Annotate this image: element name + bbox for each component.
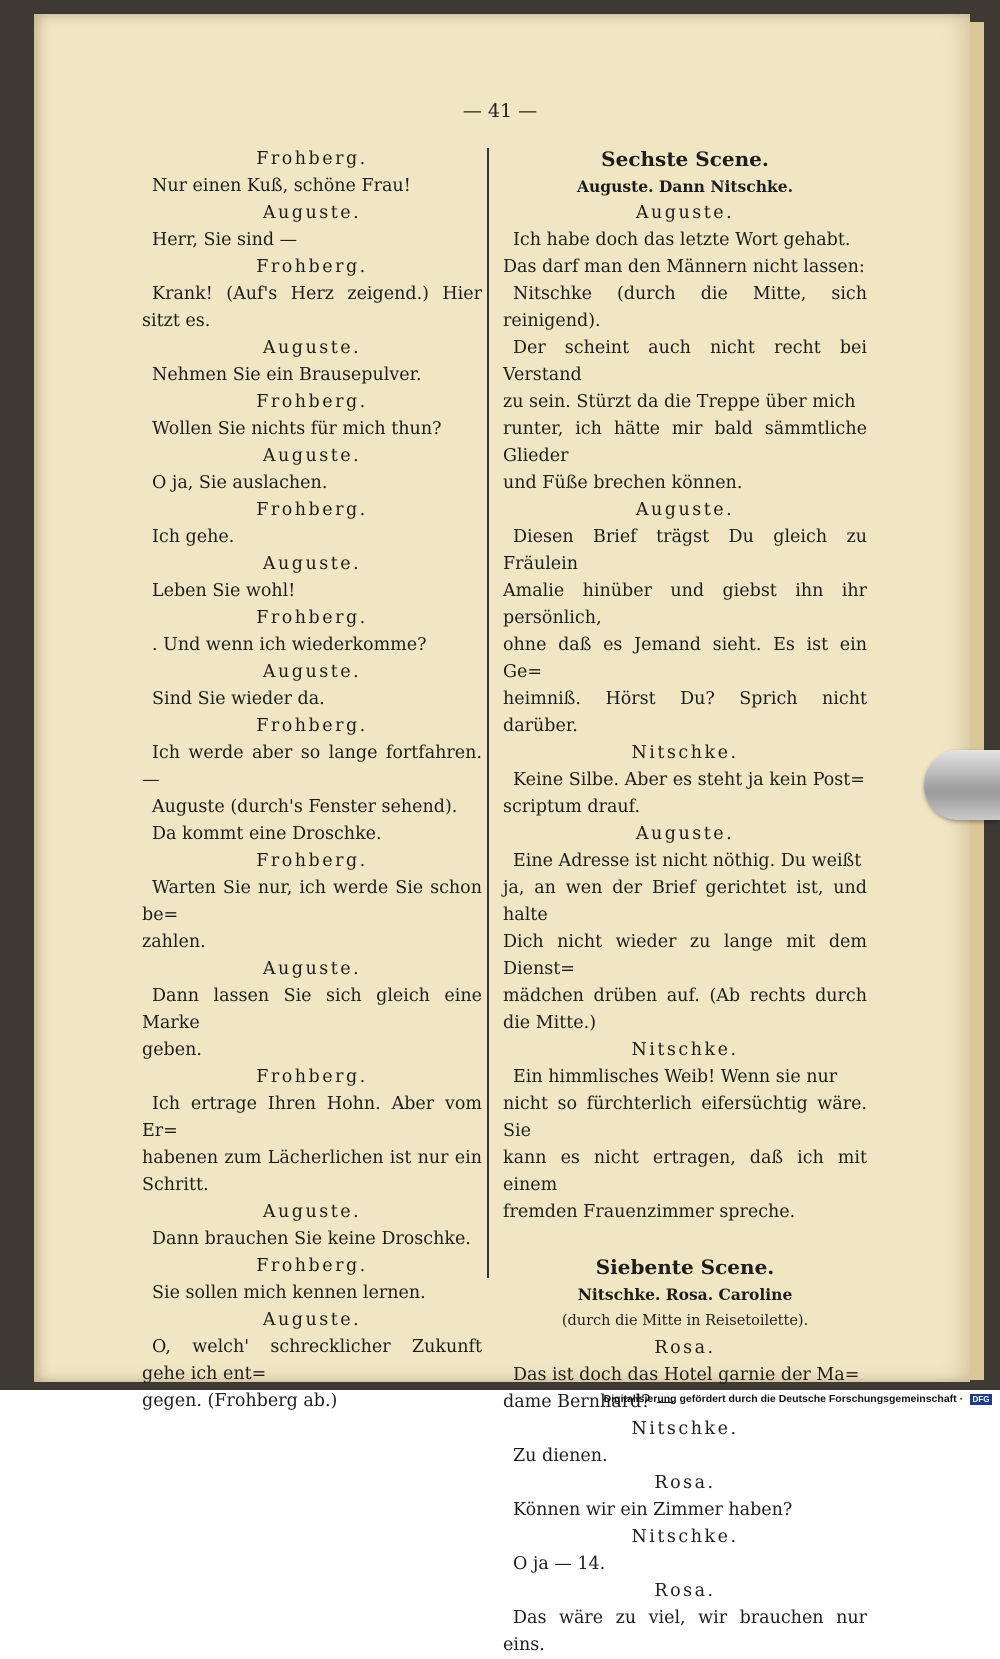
- dialogue-line: Krank! (Auf's Herz zeigend.) Hier sitzt es.: [142, 284, 482, 331]
- stage-direction: (durch die Mitte in Reisetoilette).: [561, 1313, 809, 1329]
- dialogue-line: Der scheint auch nicht recht bei Verstand: [503, 338, 867, 385]
- dialogue-line: Nehmen Sie ein Brausepulver.: [152, 365, 422, 385]
- dialogue-line: Amalie hinüber und giebst ihn ihr persönlich,: [503, 581, 867, 628]
- dialogue-line: Ich habe doch das letzte Wort gehabt.: [513, 230, 851, 250]
- dialogue-line: Auguste (durch's Fenster sehend).: [152, 797, 458, 817]
- dialogue-line: Das darf man den Männern nicht lassen:: [503, 257, 865, 277]
- speaker-name: Frohberg.: [256, 851, 368, 871]
- speaker-name: Frohberg.: [256, 500, 368, 520]
- dialogue-line: zu sein. Stürzt da die Treppe über mich: [503, 392, 856, 412]
- dialogue-line: Das ist doch das Hotel garnie der Ma=: [513, 1365, 860, 1385]
- speaker-name: Rosa.: [654, 1338, 716, 1358]
- left-column: [142, 146, 482, 1415]
- scene-heading: Siebente Scene.: [595, 1255, 775, 1279]
- dialogue-line: scriptum drauf.: [503, 797, 641, 817]
- speaker-name: Rosa.: [654, 1581, 716, 1601]
- speaker-name: Frohberg.: [256, 392, 368, 412]
- dialogue-line: Keine Silbe. Aber es steht ja kein Post=: [513, 770, 865, 790]
- dialogue-line: O ja, Sie auslachen.: [152, 473, 328, 493]
- dialogue-line: und Füße brechen können.: [503, 473, 743, 493]
- dialogue-line: Warten Sie nur, ich werde Sie schon be=: [142, 878, 482, 925]
- dialogue-line: Leben Sie wohl!: [152, 581, 296, 601]
- dialogue-line: Dich nicht wieder zu lange mit dem Dienst=: [503, 932, 867, 979]
- dialogue-line: kann es nicht ertragen, daß ich mit einem: [503, 1148, 867, 1195]
- footer-credit: Digitalisierung gefördert durch die Deutsche Forschungsgemeinschaft · DFG: [604, 1393, 992, 1405]
- dialogue-line: Wollen Sie nichts für mich thun?: [152, 419, 442, 439]
- dialogue-line: fremden Frauenzimmer spreche.: [503, 1202, 796, 1222]
- speaker-name: Frohberg.: [256, 608, 368, 628]
- dialogue-line: zahlen.: [142, 932, 206, 952]
- speaker-name: Auguste.: [262, 662, 362, 682]
- dialogue-line: Ich werde aber so lange fortfahren. —: [142, 743, 482, 790]
- dfg-logo-icon: DFG: [970, 1394, 992, 1405]
- dialogue-line: Dann lassen Sie sich gleich eine Marke: [142, 986, 482, 1033]
- footer-text: Digitalisierung gefördert durch die Deutsche Forschungsgemeinschaft: [603, 1393, 957, 1405]
- dialogue-line: Ich ertrage Ihren Hohn. Aber vom Er=: [142, 1094, 482, 1141]
- speaker-name: Nitschke.: [631, 1527, 739, 1547]
- dialogue-line: . Und wenn ich wiederkomme?: [152, 635, 427, 655]
- right-column: [503, 146, 867, 1659]
- dialogue-line: Sie sollen mich kennen lernen.: [152, 1283, 426, 1303]
- dialogue-line: Ein himmlisches Weib! Wenn sie nur: [513, 1067, 838, 1087]
- speaker-name: Auguste.: [262, 959, 362, 979]
- dialogue-line: mädchen drüben auf. (Ab rechts durch die Mitte.): [503, 986, 867, 1033]
- dialogue-line: O ja — 14.: [513, 1554, 606, 1574]
- dialogue-line: Das wäre zu viel, wir brauchen nur eins.: [503, 1608, 867, 1655]
- dialogue-line: ohne daß es Jemand sieht. Es ist ein Ge=: [503, 635, 867, 682]
- dialogue-line: gegen. (Frohberg ab.): [142, 1391, 338, 1411]
- speaker-name: Frohberg.: [256, 1256, 368, 1276]
- dialogue-line: ja, an wen der Brief gerichtet ist, und halte: [503, 878, 867, 925]
- speaker-name: Rosa.: [654, 1473, 716, 1493]
- dialogue-line: Können wir ein Zimmer haben?: [513, 1500, 793, 1520]
- speaker-name: Nitschke.: [631, 1419, 739, 1439]
- page-clip-tab: [924, 750, 1000, 820]
- speaker-name: Auguste.: [262, 554, 362, 574]
- dialogue-line: Nur einen Kuß, schöne Frau!: [152, 176, 411, 196]
- dialogue-line: nicht so fürchterlich eifersüchtig wäre. Sie: [503, 1094, 867, 1141]
- speaker-name: Frohberg.: [256, 257, 368, 277]
- dialogue-line: heimniß. Hörst Du? Sprich nicht darüber.: [503, 689, 867, 736]
- speaker-name: Auguste.: [262, 203, 362, 223]
- speaker-name: Auguste.: [635, 824, 735, 844]
- speaker-name: Auguste.: [262, 1310, 362, 1330]
- speaker-name: Nitschke.: [631, 1040, 739, 1060]
- dialogue-line: Nitschke (durch die Mitte, sich reinigend).: [503, 284, 867, 331]
- speaker-name: Auguste.: [262, 338, 362, 358]
- dialogue-line: Herr, Sie sind —: [152, 230, 298, 250]
- speaker-name: Frohberg.: [256, 149, 368, 169]
- speaker-name: Frohberg.: [256, 716, 368, 736]
- speaker-name: Auguste.: [262, 1202, 362, 1222]
- scene-cast: Auguste. Dann Nitschke.: [576, 177, 793, 196]
- dialogue-line: Da kommt eine Droschke.: [152, 824, 382, 844]
- dialogue-line: Diesen Brief trägst Du gleich zu Fräulein: [503, 527, 867, 574]
- dialogue-line: Sind Sie wieder da.: [152, 689, 325, 709]
- dialogue-line: habenen zum Lächerlichen ist nur ein Schritt.: [142, 1148, 482, 1195]
- dialogue-line: Eine Adresse ist nicht nöthig. Du weißt: [513, 851, 862, 871]
- dialogue-line: Dann brauchen Sie keine Droschke.: [152, 1229, 471, 1249]
- dialogue-line: O, welch' schrecklicher Zukunft gehe ich ent=: [142, 1337, 482, 1384]
- page-number: — 41 —: [462, 100, 538, 122]
- dialogue-line: Ich gehe.: [152, 527, 235, 547]
- dialogue-line: dame Bernhard? —: [503, 1392, 674, 1412]
- dialogue-line: geben.: [142, 1040, 202, 1060]
- speaker-name: Auguste.: [262, 446, 362, 466]
- dialogue-line: Zu dienen.: [513, 1446, 608, 1466]
- scene-cast: Nitschke. Rosa. Caroline: [577, 1285, 793, 1304]
- column-divider: [487, 148, 489, 1278]
- scene-heading: Sechste Scene.: [601, 147, 769, 171]
- speaker-name: Auguste.: [635, 500, 735, 520]
- dialogue-line: runter, ich hätte mir bald sämmtliche Glieder: [503, 419, 867, 466]
- speaker-name: Nitschke.: [631, 743, 739, 763]
- speaker-name: Frohberg.: [256, 1067, 368, 1087]
- speaker-name: Auguste.: [635, 203, 735, 223]
